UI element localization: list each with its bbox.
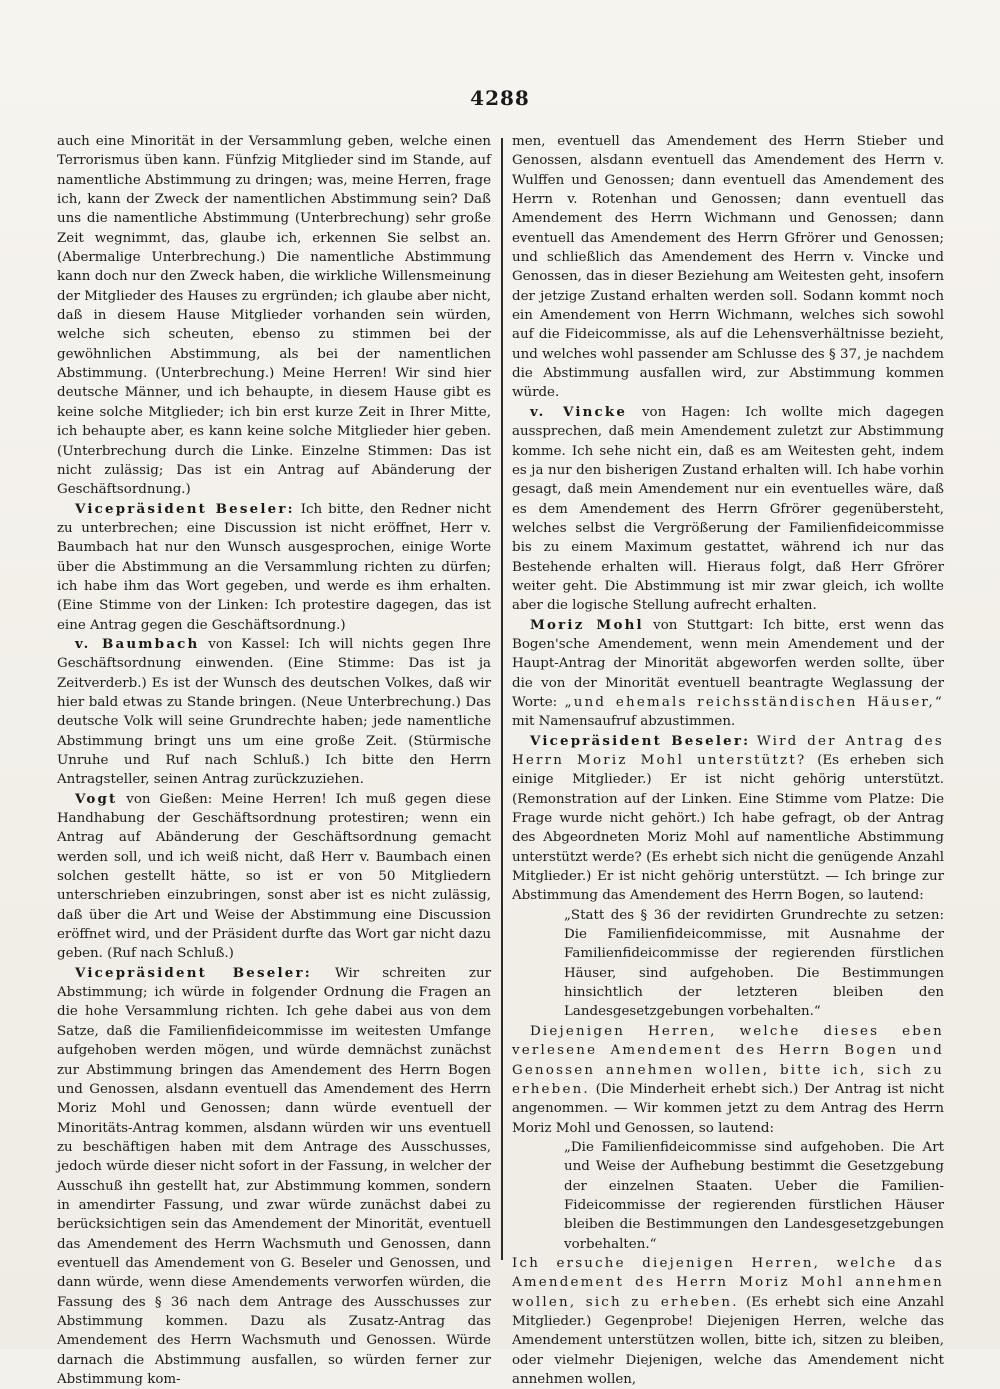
paragraph — [57, 500, 491, 635]
paragraph — [512, 1022, 944, 1138]
paragraph — [512, 132, 944, 403]
paragraph-text: men, eventuell das Amendement des Herrn Stieber und Genossen, alsdann eventuell das Amendement des Herrn v. Wulffen und Genossen; dann eventuell das Amendement des Herrn v. Rotenhan und Genossen; dann eventuell das Amendement des Herrn Wichmann und Genossen; dann eventuell das Amendement des Herrn Gfrörer und Genossen; und schließlich das Amendement des Herrn v. Vincke und Genossen, das in dieser Beziehung am Weitesten geht, insofern der jetzige Zustand erhalten werden soll. Sodann kommt noch ein Amendement von Herrn Wichmann, welches sich sowohl auf die Fideicommisse, als auf die Lehensverhältnisse bezieht, und welches wohl passender am Schlusse des § 37, je nachdem die Abstimmung ausfallen wird, zur Abstimmung kommen würde. — [512, 134, 944, 401]
quote-text: „Statt des § 36 der revidirten Grundrechte zu setzen: Die Familienfideicommisse, mit Ausnahme der Familienfideicommisse der regierenden fürstlichen Häuser, sind aufgehoben. Die Bestimmungen hinsichtlich der letzteren bleiben den Landesgesetzgebungen vorbehalten.“ — [564, 907, 944, 1020]
speaker-place: von Stuttgart: — [653, 617, 754, 633]
speaker-name: Vicepräsident Beseler: — [75, 964, 312, 981]
speaker-place: von Kassel: — [208, 636, 290, 652]
quoted-amendment — [512, 1138, 944, 1254]
right-column — [512, 132, 944, 1389]
quote-text: „Die Familienfideicommisse sind aufgehoben. Die Art und Weise der Aufhebung bestimmt die Gesetzgebung der einzelnen Staaten. Ueber die Familien-Fideicommisse der regierenden fürstlichen Häuser bleiben die Bestimmungen den Landesgesetzgebungen vorbehalten.“ — [564, 1139, 944, 1252]
paragraph-text: Ich will nichts gegen Ihre Geschäftsordnung einwenden. (Eine Stimme: Das ist ja Zeitverderb.) Es ist der Wunsch des deutschen Volkes, daß wir hier bald etwas zu Stande bringen. (Neue Unterbrechung.) Das deutsche Volk will seine Grundrechte haben; jede namentliche Abstimmung bringt uns um eine große Zeit. (Stürmische Unruhe und Ruf nach Schluß.) Ich bitte den Herrn Antragsteller, seinen Antrag zurückzuziehen. — [57, 636, 491, 788]
page-number: 4288 — [470, 86, 530, 110]
paragraph — [512, 732, 944, 906]
paragraph-text: Meine Herren! Ich muß gegen diese Handhabung der Geschäftsordnung protestiren; wenn ein Antrag auf Abänderung der Geschäftsordnung gemacht werden soll, und ich weiß nicht, daß Herr v. Baumbach einen solchen gestellt hätte, so ist er von 50 Mitgliedern unterschrieben einzubringen, sonst aber ist es nicht zulässig, daß über die Art und Weise der Abstimmung eine Discussion eröffnet wird, und der Präsident durfte das Wort gar nicht dazu geben. (Ruf nach Schluß.) — [57, 791, 491, 962]
paragraph-text: (Es erhebt sich eine Anzahl Mitglieder.) Gegenprobe! Diejenigen Herren, welche das Amendement unterstützen wollen, bitte ich, sitzen zu bleiben, oder vielmehr Diejenigen, welche das Amendement nicht annehmen wollen, — [512, 1294, 944, 1387]
column-divider — [501, 138, 503, 1260]
paragraph-text: Ich bitte, erst wenn das Bogen'sche Amendement, wenn mein Amendement und der Haupt-Antrag der Minorität abgeworfen werden sollte, über die von der Minorität eventuell beantragte Weglassung der Worte: — [512, 617, 944, 710]
emphasized-text: „und ehemals reichsständischen Häuser,“ — [564, 694, 944, 710]
paragraph — [57, 635, 491, 790]
emphasized-text: Diejenigen Herren, welche dieses eben verlesene Amendement des Herrn Bogen und Genossen annehmen wollen, bitte ich, sich zu erheben. — [512, 1023, 944, 1097]
speaker-place: von Hagen: — [641, 404, 731, 420]
speaker-name: Vicepräsident Beseler: — [75, 500, 295, 517]
paragraph-text: Ich wollte mich dagegen aussprechen, daß mein Amendement zuletzt zur Abstimmung komme. Ich sehe nicht ein, daß es am Weitesten geht, indem es ja nur den bisherigen Zustand erhalten will. Ich habe vorhin gesagt, daß mein Amendement nur ein eventuelles wäre, daß es dem Amendement des Herrn Gfrörer gegenübersteht, welches selbst die Vergrößerung der Familienfideicommisse bis zu einem Maximum gestattet, während ich nur das Bestehende erhalten will. Hieraus folgt, daß Herr Gfrörer weiter geht. Die Abstimmung ist mir zwar gleich, ich wollte aber die logische Stellung aufrecht erhalten. — [512, 404, 944, 614]
paragraph-text: auch eine Minorität in der Versammlung geben, welche einen Terrorismus üben kann. Fünfzig Mitglieder sind im Stande, auf namentliche Abstimmung zu dringen; was, meine Herren, frage ich, kann der Zweck der namentlichen Abstimmung sein? Daß uns die namentliche Abstimmung (Unterbrechung) sehr große Zeit wegnimmt, das, glaube ich, erkennen Sie selbst an. (Abermalige Unterbrechung.) Die namentliche Abstimmung kann doch nur den Zweck haben, die wirkliche Willensmeinung der Mitglieder des Hauses zu ergründen; ich glaube aber nicht, daß in diesem Hause Mitglieder vorhanden sein würden, welche sich scheuten, ebenso zu stimmen bei der gewöhnlichen Abstimmung, als bei der namentlichen Abstimmung. (Unterbrechung.) Meine Herren! Wir sind hier deutsche Männer, und ich behaupte, in diesem Hause gibt es keine solche Mitglieder; ich bin erst kurze Zeit in Ihrer Mitte, ich behaupte aber, es kann keine solche Mitglieder hier geben. (Unterbrechung durch die Linke. Einzelne Stimmen: Das ist nicht zulässig; Das ist ein Antrag auf Abänderung der Geschäftsordnung.) — [57, 134, 491, 498]
paragraph — [512, 616, 944, 732]
paragraph-text: (Die Minderheit erhebt sich.) Der Antrag ist nicht angenommen. — Wir kommen jetzt zu dem Antrag des Herrn Moriz Mohl und Genossen, so lautend: — [512, 1081, 945, 1136]
speaker-name: Vicepräsident Beseler: — [530, 732, 751, 749]
paragraph — [57, 790, 491, 964]
emphasized-text: Ich ersuche diejenigen Herren, welche das Amendement des Herrn Moriz Mohl annehmen wollen, sich zu erheben. — [512, 1255, 944, 1310]
paragraph-text-tail: mit Namensaufruf abzustimmen. — [512, 714, 736, 730]
speaker-place: von Gießen: — [126, 791, 213, 807]
quoted-amendment — [512, 906, 944, 1022]
speaker-name: Vogt — [75, 790, 118, 807]
paragraph-text: (Es erheben sich einige Mitglieder.) Er ist nicht gehörig unterstützt. (Remonstration auf der Linken. Eine Stimme vom Platze: Die Frage wurde nicht gehört.) Ich habe gefragt, ob der Antrag des Abgeordneten Moriz Mohl auf namentliche Abstimmung unterstützt werde? (Es erhebt sich nicht die genügende Anzahl Mitglieder.) Er ist nicht gehörig unterstützt. — Ich bringe zur Abstimmung das Amendement des Herrn Bogen, so lautend: — [512, 753, 944, 904]
paragraph — [57, 132, 491, 500]
paragraph — [512, 403, 944, 616]
paragraph — [512, 1254, 944, 1389]
paragraph-text: Wir schreiten zur Abstimmung; ich würde in folgender Ordnung die Fragen an die hohe Versammlung richten. Ich gehe dabei aus von dem Satze, daß die Familienfideicommisse im weitesten Umfange aufgehoben werden mögen, und würde demnächst zunächst zur Abstimmung bringen das Amendement des Herrn Bogen und Genossen, alsdann eventuell das Amendement des Herrn Moriz Mohl und Genossen; dann würde eventuell der Minoritäts-Antrag kommen, alsdann würden wir uns eventuell zu beschäftigen haben mit dem Antrage des Ausschusses, jedoch würde dieser nicht sofort in der Fassung, in welcher der Ausschuß ihn gestellt hat, zur Abstimmung kommen, sondern in amendirter Fassung, und zwar würde zunächst dabei zu berücksichtigen sein das Amendement der Minorität, eventuell das Amendement des Herrn Wachsmuth und Genossen, dann eventuell das Amendement von G. Beseler und Genossen, und dann würde, wenn diese Amendements verworfen würden, die Fassung des § 36 nach dem Antrage des Ausschusses zur Abstimmung kommen. Dazu als Zusatz-Antrag das Amendement des Herrn Wachsmuth und Genossen. Würde darnach die Abstimmung ausfallen, so würden ferner zur Abstimmung kom- — [57, 965, 492, 1387]
speaker-name: Moriz Mohl — [530, 616, 644, 633]
emphasized-text: Wird der Antrag des Herrn Moriz Mohl unterstützt? — [512, 733, 944, 768]
left-column — [57, 132, 491, 1389]
speaker-name: v. Baumbach — [75, 635, 200, 652]
paragraph-text: Ich bitte, den Redner nicht zu unterbrechen; eine Discussion ist nicht eröffnet, Herr v. Baumbach hat nur den Wunsch ausgesprochen, einige Worte über die Abstimmung an die Versammlung richten zu dürfen; ich habe ihm das Wort gegeben, und werde es ihm erhalten. (Eine Stimme von der Linken: Ich protestire dagegen, das ist eine Antrag gegen die Geschäftsordnung.) — [57, 501, 491, 633]
speaker-name: v. Vincke — [530, 403, 628, 420]
paragraph — [57, 964, 491, 1389]
